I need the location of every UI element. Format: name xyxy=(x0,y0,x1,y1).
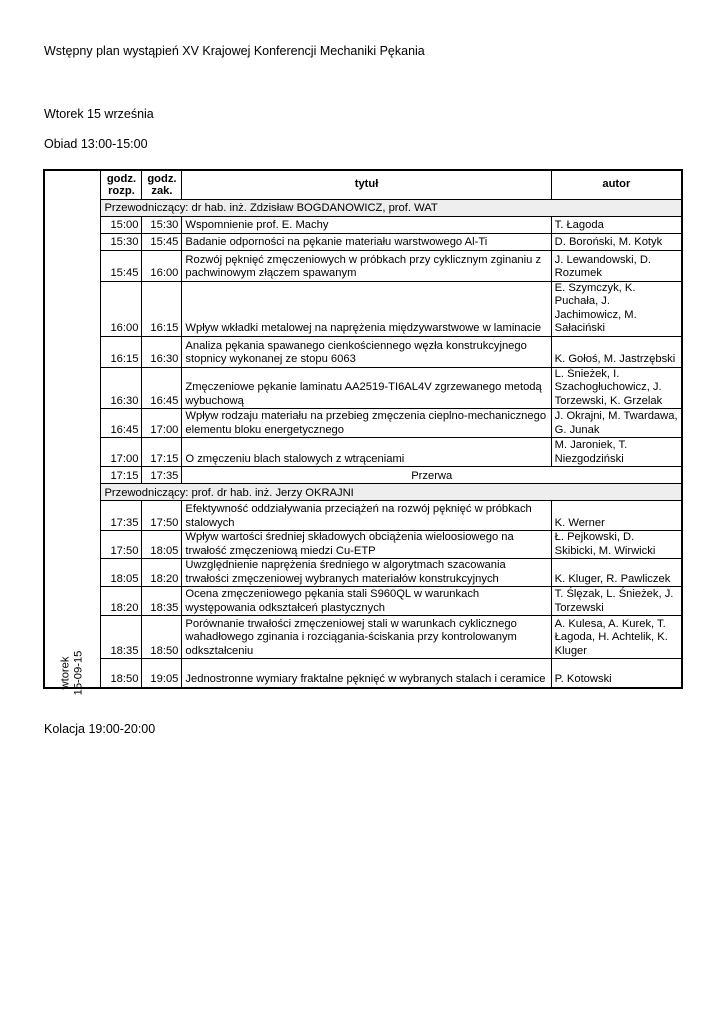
end-time: 18:05 xyxy=(142,531,182,559)
start-time: 17:00 xyxy=(101,438,142,467)
start-time: 15:30 xyxy=(101,233,142,250)
table-row xyxy=(44,559,682,587)
talk-author: L. Śnieżek, I. Szachogłuchowicz, J. Torzewski, K. Grzelak xyxy=(551,367,682,409)
end-time: 15:45 xyxy=(142,233,182,250)
talk-title: Analiza pękania spawanego cienkościennego węzła konstrukcyjnego stopnicy wykonanej ze stopu 6063 xyxy=(182,336,551,367)
session2-chair: Przewodniczący: prof. dr hab. inż. Jerzy OKRAJNI xyxy=(101,484,682,501)
talk-title: Wpływ rodzaju materiału na przebieg zmęczenia cieplno-mechanicznego elementu bloku energetycznego xyxy=(182,409,551,438)
table-row xyxy=(44,531,682,559)
talk-title: Ocena zmęczeniowego pękania stali S960QL w warunkach występowania odkształceń plastycznych xyxy=(182,587,551,616)
start-time: 18:20 xyxy=(101,587,142,616)
talk-author: Ł. Pejkowski, D. Skibicki, M. Wirwicki xyxy=(551,531,682,559)
talk-title: Wpływ wartości średniej składowych obciążenia wieloosiowego na trwałość zmęczeniową miedzi Cu-ETP xyxy=(182,531,551,559)
talk-title: Porównanie trwałości zmęczeniowej stali w warunkach cyklicznego wahadłowego zginania i rozciągania-ściskania przy kontrolowanym odkształceniu xyxy=(182,616,551,659)
end-time: 17:00 xyxy=(142,409,182,438)
table-row xyxy=(44,616,682,659)
table-row xyxy=(44,336,682,367)
col-title-header: tytuł xyxy=(182,170,551,199)
table-row xyxy=(44,501,682,531)
table-row xyxy=(44,587,682,616)
end-time: 17:35 xyxy=(142,467,182,484)
talk-title: Efektywność oddziaływania przeciążeń na rozwój pęknięć w próbkach stalowych xyxy=(182,501,551,531)
break-row xyxy=(44,467,682,484)
start-time: 18:35 xyxy=(101,616,142,659)
start-time: 16:30 xyxy=(101,367,142,409)
talk-author: D. Boroński, M. Kotyk xyxy=(551,233,682,250)
talk-title: O zmęczeniu blach stalowych z wtrąceniami xyxy=(182,438,551,467)
col-start-header: godz. rozp. xyxy=(101,170,142,199)
talk-author: M. Jaroniek, T. Niezgodziński xyxy=(551,438,682,467)
talk-author: K. Gołoś, M. Jastrzębski xyxy=(551,336,682,367)
day-side-text xyxy=(60,651,86,696)
session1-chair: Przewodniczący: dr hab. inż. Zdzisław BOGDANOWICZ, prof. WAT xyxy=(101,199,682,216)
table-row xyxy=(44,409,682,438)
end-time: 18:50 xyxy=(142,616,182,659)
schedule-table xyxy=(43,169,683,696)
start-time: 17:35 xyxy=(101,501,142,531)
talk-author: K. Kluger, R. Pawliczek xyxy=(551,559,682,587)
end-time: 17:15 xyxy=(142,438,182,467)
talk-title: Uwzględnienie naprężenia średniego w algorytmach szacowania trwałości zmęczeniowej wybranych materiałów konstrukcyjnych xyxy=(182,559,551,587)
lunch-note: Obiad 13:00-15:00 xyxy=(44,137,148,151)
talk-author: K. Werner xyxy=(551,501,682,531)
table-row xyxy=(44,233,682,250)
start-time: 16:45 xyxy=(101,409,142,438)
talk-title: Wpływ wkładki metalowej na naprężenia międzywarstwowe w laminacie xyxy=(182,281,551,336)
table-row xyxy=(44,367,682,409)
start-time: 15:45 xyxy=(101,250,142,281)
end-time: 16:00 xyxy=(142,250,182,281)
talk-author: E. Szymczyk, K. Puchała, J. Jachimowicz, M. Sałaciński xyxy=(551,281,682,336)
start-time: 16:00 xyxy=(101,281,142,336)
day-side-label xyxy=(44,170,101,696)
col-end-header: godz. zak. xyxy=(142,170,182,199)
talk-title: Zmęczeniowe pękanie laminatu AA2519-TI6AL4V zgrzewanego metodą wybuchową xyxy=(182,367,551,409)
talk-title: Badanie odporności na pękanie materiału warstwowego Al-Ti xyxy=(182,233,551,250)
talk-author: P. Kotowski xyxy=(551,659,682,688)
talk-author: T. Łagoda xyxy=(551,216,682,233)
start-time: 17:50 xyxy=(101,531,142,559)
document-title: Wstępny plan wystąpień XV Krajowej Konferencji Mechaniki Pękania xyxy=(44,44,425,58)
end-time: 18:20 xyxy=(142,559,182,587)
talk-title: Rozwój pęknięć zmęczeniowych w próbkach przy cyklicznym zginaniu z pachwinowym złączem spawanym xyxy=(182,250,551,281)
talk-author: T. Ślęzak, L. Śnieżek, J. Torzewski xyxy=(551,587,682,616)
table-row xyxy=(44,250,682,281)
day-heading: Wtorek 15 września xyxy=(44,107,154,121)
side-date: 15-09-15 xyxy=(72,650,85,696)
end-time: 19:05 xyxy=(142,659,182,688)
end-time: 18:35 xyxy=(142,587,182,616)
dinner-note: Kolacja 19:00-20:00 xyxy=(44,722,156,736)
side-weekday: wtorek xyxy=(59,656,72,690)
start-time: 18:50 xyxy=(101,659,142,688)
start-time: 16:15 xyxy=(101,336,142,367)
table-row xyxy=(44,659,682,688)
end-time: 16:15 xyxy=(142,281,182,336)
table-header-row xyxy=(44,170,682,199)
table-row xyxy=(44,216,682,233)
talk-author: J. Lewandowski, D. Rozumek xyxy=(551,250,682,281)
session-chair-row xyxy=(44,199,682,216)
end-time: 15:30 xyxy=(142,216,182,233)
talk-author: A. Kulesa, A. Kurek, T. Łagoda, H. Achtelik, K. Kluger xyxy=(551,616,682,659)
table-row xyxy=(44,281,682,336)
start-time: 18:05 xyxy=(101,559,142,587)
session-chair-row xyxy=(44,484,682,501)
start-time: 15:00 xyxy=(101,216,142,233)
start-time: 17:15 xyxy=(101,467,142,484)
end-time: 17:50 xyxy=(142,501,182,531)
col-author-header: autor xyxy=(551,170,682,199)
end-time: 16:45 xyxy=(142,367,182,409)
break-label: Przerwa xyxy=(182,467,682,484)
end-time: 16:30 xyxy=(142,336,182,367)
talk-title: Wspomnienie prof. E. Machy xyxy=(182,216,551,233)
table-row xyxy=(44,438,682,467)
talk-title: Jednostronne wymiary fraktalne pęknięć w wybranych stalach i ceramice xyxy=(182,659,551,688)
talk-author: J. Okrajni, M. Twardawa, G. Junak xyxy=(551,409,682,438)
